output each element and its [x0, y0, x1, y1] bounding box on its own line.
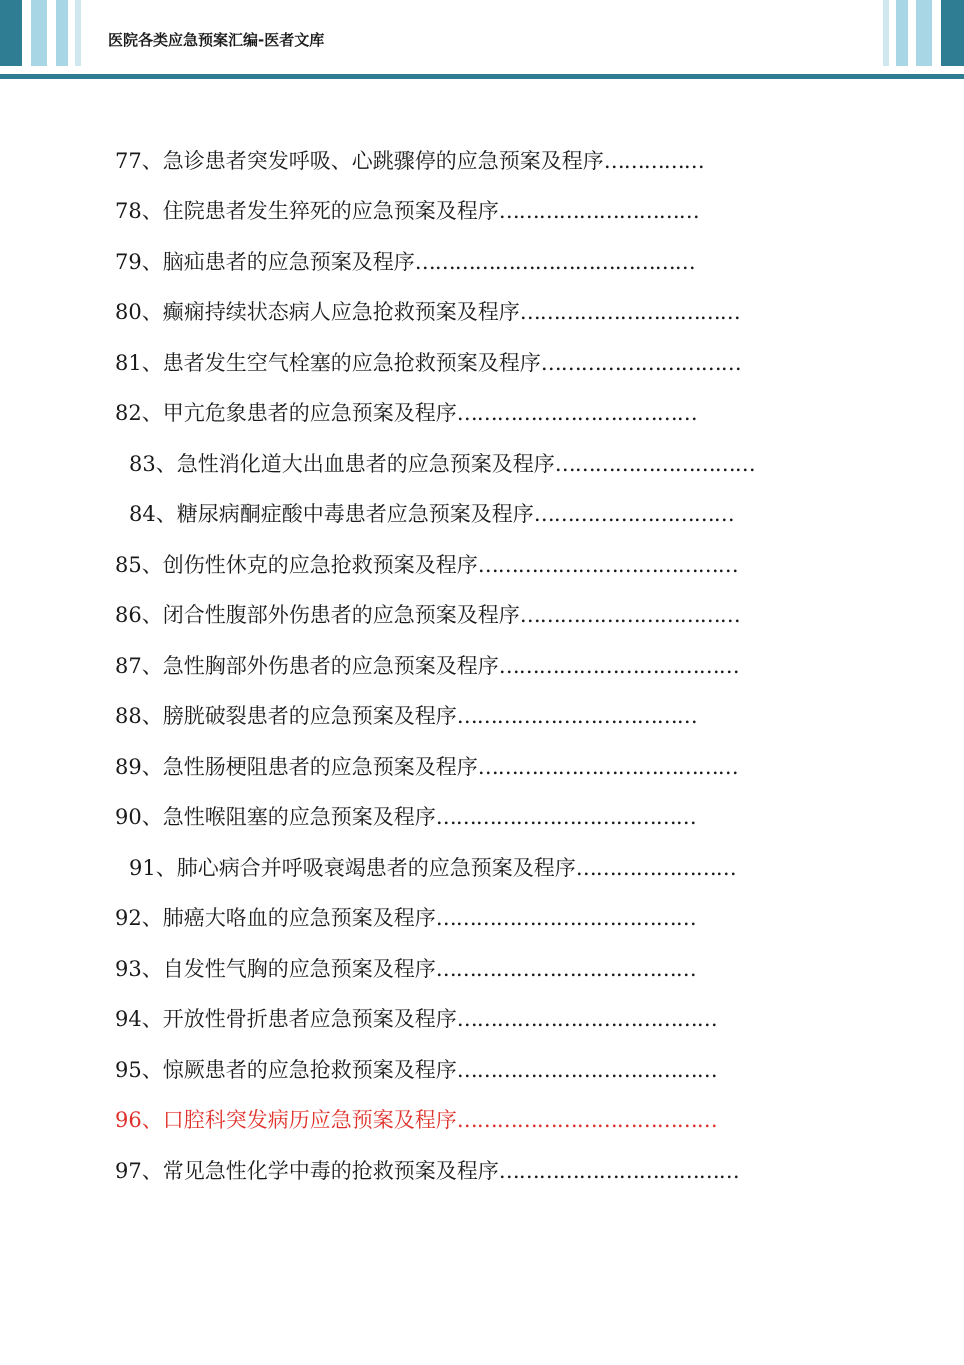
header-decor-bar [75, 0, 81, 66]
toc-entry[interactable] [115, 1050, 717, 1090]
toc-entry[interactable] [115, 1151, 739, 1191]
toc-leader-dots: ………………………… [540, 351, 741, 375]
header-decor-bar [896, 0, 908, 66]
header-decor-bar [31, 0, 47, 66]
toc-leader-dots: ………………………………… [435, 805, 696, 829]
toc-entry[interactable] [115, 595, 740, 635]
toc-leader-dots: ……………………………… [498, 654, 739, 678]
toc-leader-dots: ……………………………… [456, 704, 697, 728]
toc-entry[interactable] [115, 343, 741, 383]
toc-entry-title: 77、急诊患者突发呼吸、心跳骤停的应急预案及程序 [115, 149, 604, 173]
toc-leader-dots: ………………………………… [435, 906, 696, 930]
toc-entry-title: 97、常见急性化学中毒的抢救预案及程序 [115, 1159, 499, 1183]
toc-leader-dots: ……………………………… [456, 401, 697, 425]
document-title: 医院各类应急预案汇编-医者文库 [108, 31, 325, 49]
toc-entry-title: 85、创伤性休克的应急抢救预案及程序 [115, 553, 478, 577]
toc-entry-title: 95、惊厥患者的应急抢救预案及程序 [115, 1058, 457, 1082]
toc-leader-dots: ………………………… [498, 199, 699, 223]
toc-entry[interactable] [129, 494, 734, 534]
toc-entry-title: 88、膀胱破裂患者的应急预案及程序 [115, 704, 457, 728]
toc-entry-title: 90、急性喉阻塞的应急预案及程序 [115, 805, 436, 829]
toc-entry-title: 91、肺心病合并呼吸衰竭患者的应急预案及程序 [129, 856, 576, 880]
toc-entry[interactable] [115, 545, 738, 585]
header-decor-bar [883, 0, 889, 66]
toc-leader-dots: ………………………………… [477, 553, 738, 577]
toc-entry[interactable] [115, 949, 696, 989]
toc-entry-highlighted[interactable] [115, 1100, 717, 1140]
toc-leader-dots: ………………………………… [456, 1007, 717, 1031]
toc-entry-title: 80、癫痫持续状态病人应急抢救预案及程序 [115, 300, 520, 324]
toc-entry[interactable] [115, 999, 717, 1039]
toc-entry[interactable] [115, 696, 697, 736]
toc-leader-dots: …………………………………… [414, 250, 695, 274]
toc-entry[interactable] [115, 292, 740, 332]
toc-entry[interactable] [115, 747, 738, 787]
toc-entry-title: 81、患者发生空气栓塞的应急抢救预案及程序 [115, 351, 541, 375]
toc-leader-dots: …………… [603, 149, 704, 173]
toc-entry-title: 92、肺癌大咯血的应急预案及程序 [115, 906, 436, 930]
toc-leader-dots: …………………………… [519, 603, 740, 627]
toc-entry-title: 79、脑疝患者的应急预案及程序 [115, 250, 415, 274]
toc-entry[interactable] [115, 646, 739, 686]
toc-leader-dots: ………………………… [533, 502, 734, 526]
toc-entry-title: 82、甲亢危象患者的应急预案及程序 [115, 401, 457, 425]
toc-entry-title: 84、糖尿病酮症酸中毒患者应急预案及程序 [129, 502, 534, 526]
toc-entry-title: 78、住院患者发生猝死的应急预案及程序 [115, 199, 499, 223]
toc-entry[interactable] [115, 797, 696, 837]
header-decor-bar [916, 0, 932, 66]
toc-entry[interactable] [129, 444, 755, 484]
toc-leader-dots: ………………………………… [435, 957, 696, 981]
page-header [0, 0, 964, 80]
header-divider [0, 74, 964, 79]
toc-entry-title: 83、急性消化道大出血患者的应急预案及程序 [129, 452, 555, 476]
header-decor-bar [56, 0, 68, 66]
toc-entry-title: 89、急性肠梗阻患者的应急预案及程序 [115, 755, 478, 779]
toc-leader-dots: …………………… [575, 856, 736, 880]
toc-entry[interactable] [115, 191, 699, 231]
toc-entry-title: 96、口腔科突发病历应急预案及程序 [115, 1108, 457, 1132]
toc-leader-dots: ………………………………… [477, 755, 738, 779]
header-decor-bar [941, 0, 964, 66]
toc-entry-title: 86、闭合性腹部外伤患者的应急预案及程序 [115, 603, 520, 627]
toc-leader-dots: ………………………… [554, 452, 755, 476]
toc-entry[interactable] [115, 898, 696, 938]
toc-entry[interactable] [115, 393, 697, 433]
toc-leader-dots: ……………………………… [498, 1159, 739, 1183]
toc-entry[interactable] [129, 848, 736, 888]
toc-entry[interactable] [115, 242, 695, 282]
toc-entry-title: 93、自发性气胸的应急预案及程序 [115, 957, 436, 981]
toc-entry-title: 94、开放性骨折患者应急预案及程序 [115, 1007, 457, 1031]
header-decor-bar [0, 0, 22, 66]
toc-leader-dots: ………………………………… [456, 1108, 717, 1132]
toc-entry-title: 87、急性胸部外伤患者的应急预案及程序 [115, 654, 499, 678]
toc-leader-dots: …………………………… [519, 300, 740, 324]
toc-leader-dots: ………………………………… [456, 1058, 717, 1082]
toc-entry[interactable] [115, 141, 704, 181]
